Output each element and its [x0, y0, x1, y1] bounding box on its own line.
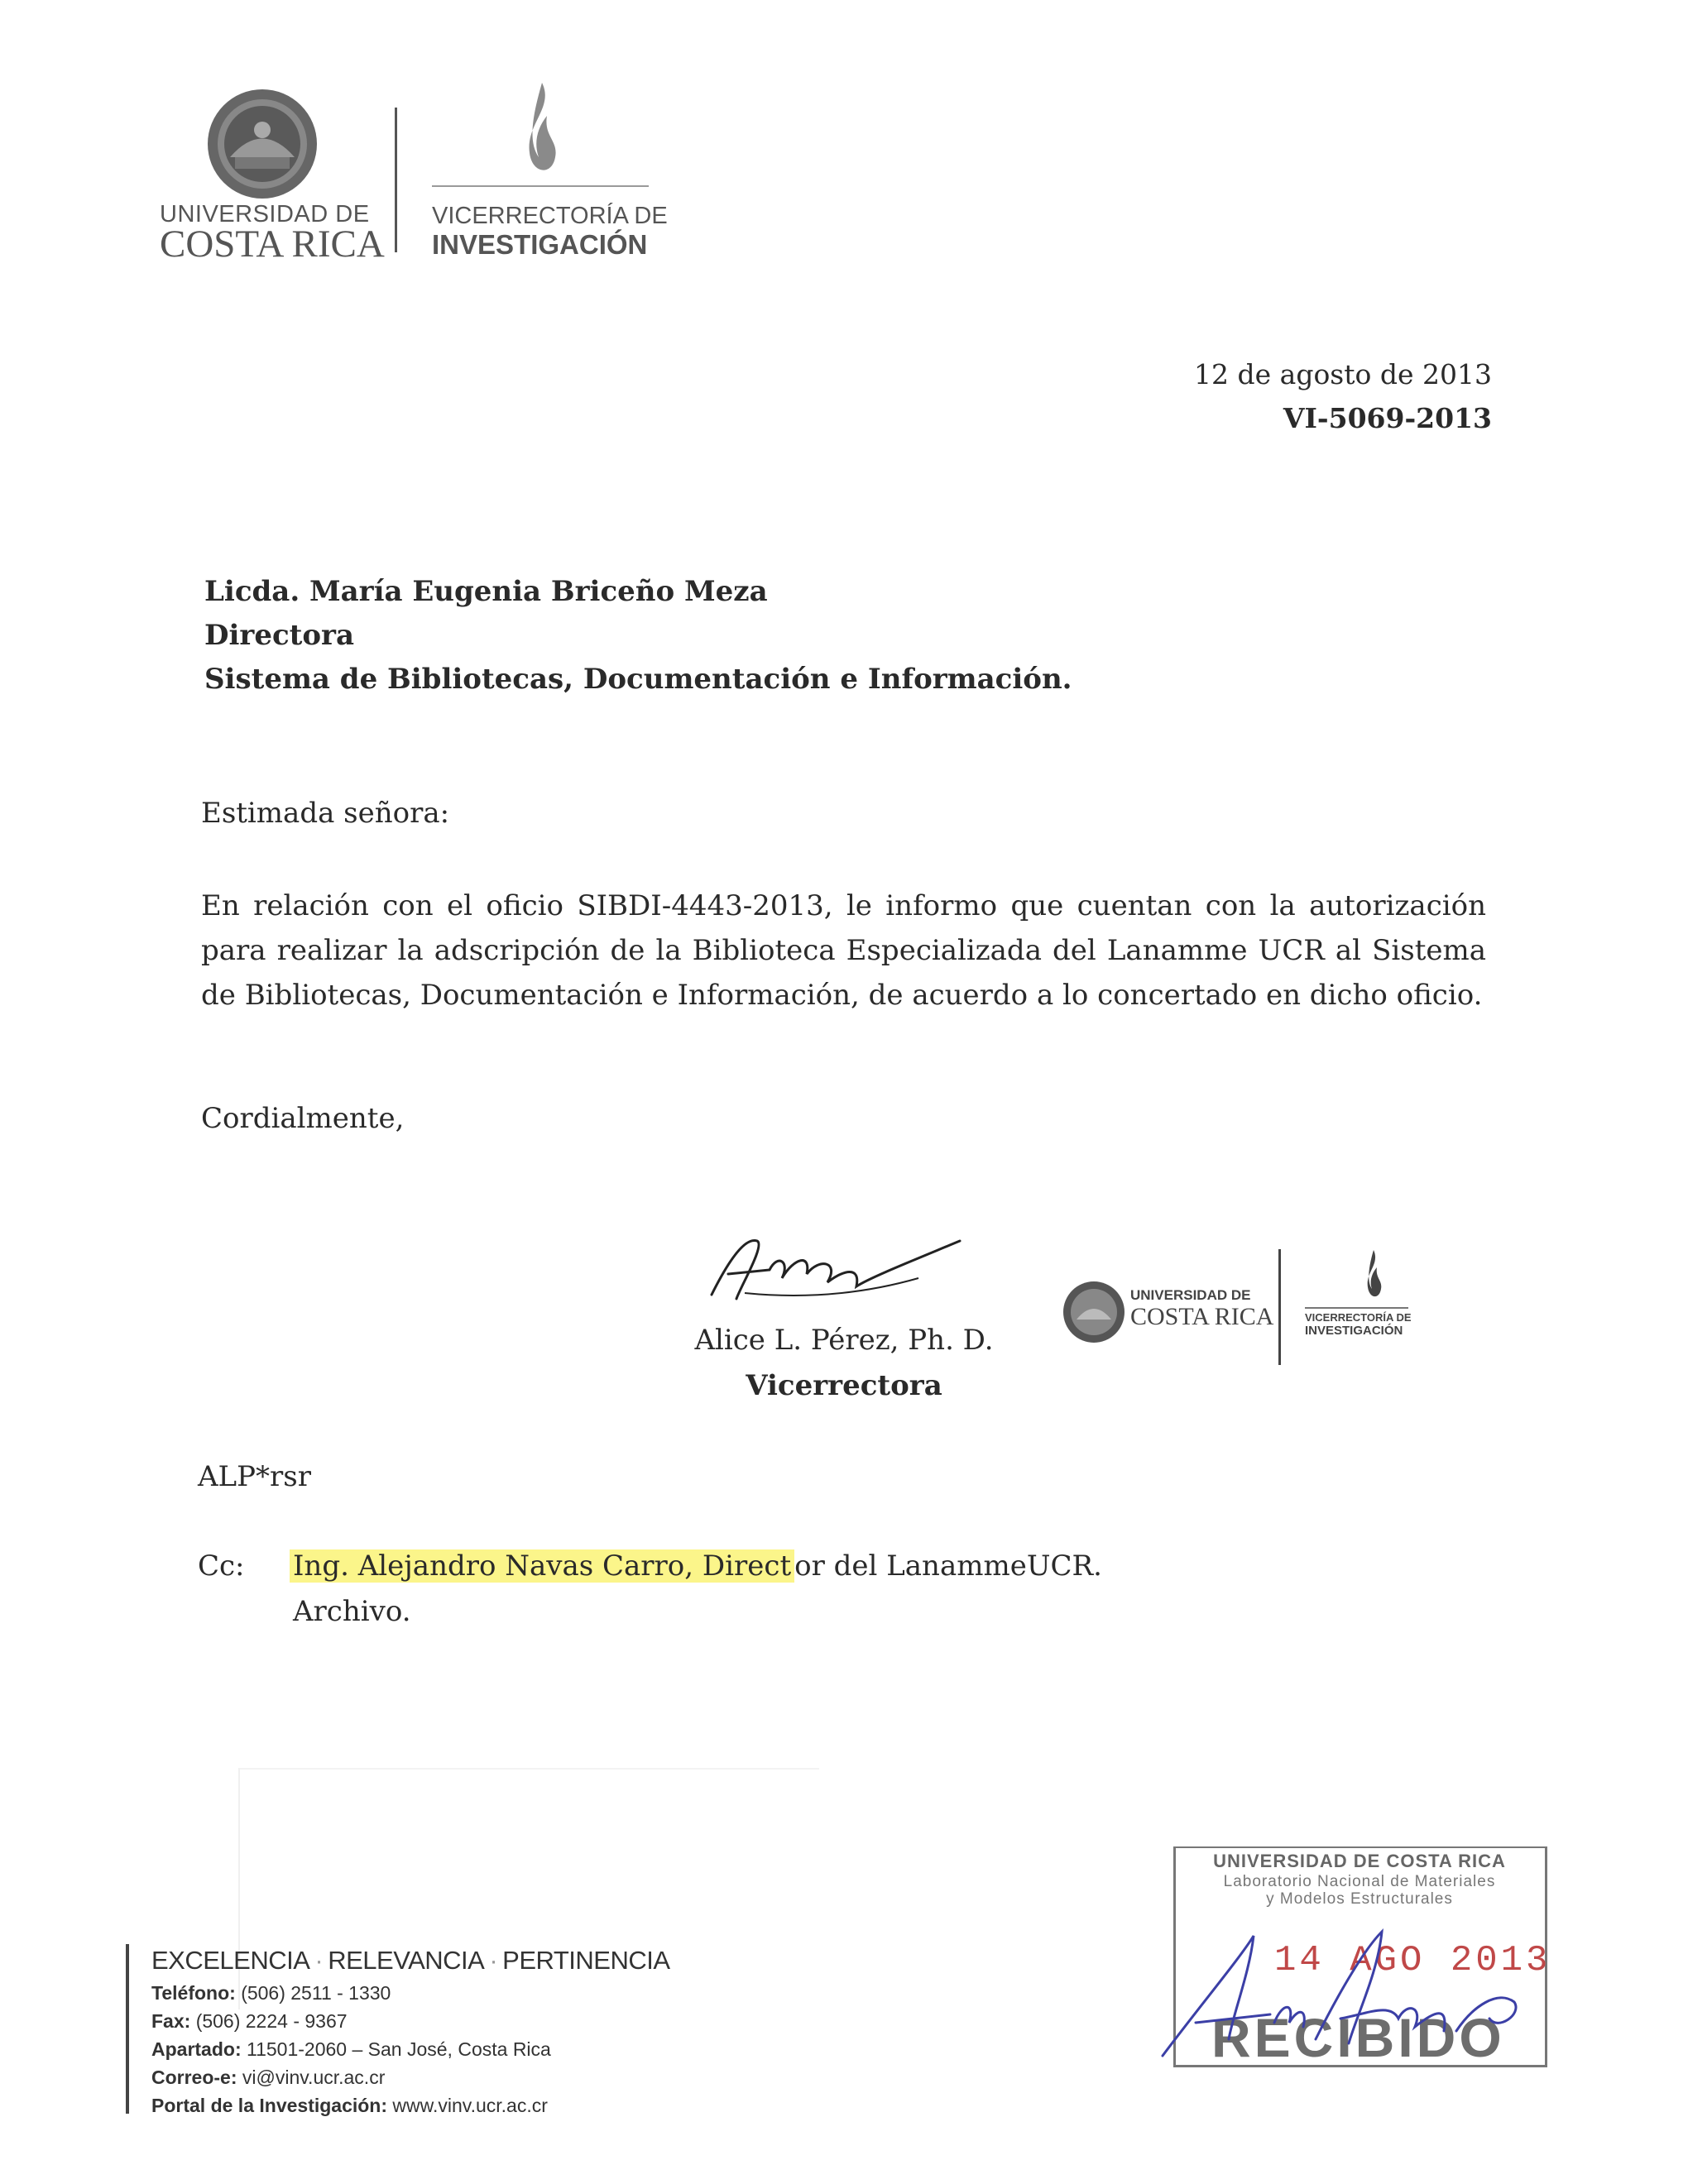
cc-highlighted-text: Ing. Alejandro Navas Carro, Direct [290, 1549, 794, 1583]
vice-rectory-small: VICERRECTORÍA DE [432, 203, 668, 229]
mini-vice-underline [1305, 1307, 1408, 1309]
flame-logo [509, 79, 575, 190]
recipient-name: Licda. María Eugenia Briceño Meza [204, 575, 768, 608]
footer-portal [151, 2095, 548, 2117]
letter-date: 12 de agosto de 2013 [1194, 358, 1492, 390]
stamp-lab-line1: Laboratorio Nacional de Materiales [1223, 1873, 1496, 1890]
vice-rectory-big: INVESTIGACIÓN [432, 229, 648, 260]
portal-value: www.vinv.ucr.ac.cr [392, 2095, 548, 2116]
mini-university-name-big: COSTA RICA [1130, 1303, 1274, 1330]
mini-vice-rectory-small: VICERRECTORÍA DE [1305, 1311, 1412, 1324]
signer-title: Vicerrectora [746, 1369, 942, 1402]
stamp-date: 14 AGO 2013 [1274, 1940, 1551, 1981]
stamp-institution: UNIVERSIDAD DE COSTA RICA [1213, 1851, 1506, 1871]
stamp-received: RECIBIDO [1211, 2007, 1505, 2068]
mini-logo-divider [1278, 1249, 1281, 1365]
recipient-title: Directora [204, 619, 354, 652]
phone-label: Teléfono: [151, 1982, 236, 2004]
cc-archive: Archivo. [293, 1595, 411, 1628]
phone-value: (506) 2511 - 1330 [241, 1982, 391, 2004]
mini-flame-logo [1357, 1248, 1390, 1305]
email-label: Correo-e: [151, 2067, 237, 2088]
recipient-office: Sistema de Bibliotecas, Documentación e Información. [204, 663, 1072, 696]
po-label: Apartado: [151, 2038, 242, 2060]
vice-underline [432, 185, 649, 187]
footer-bar [126, 1944, 129, 2114]
po-value: 11501-2060 – San José, Costa Rica [247, 2038, 551, 2060]
footer-motto [151, 1946, 670, 1976]
letterhead-divider [395, 108, 397, 252]
stamp-lab-line2: y Modelos Estructurales [1266, 1890, 1453, 1908]
motto-dot-1: · [314, 1946, 324, 1975]
fax-label: Fax: [151, 2010, 191, 2032]
letter-body: En relación con el oficio SIBDI-4443-2013, le informo que cuentan con la autorización para realizar la adscripción de la Biblioteca Especializada del Lanamme UCR al Sistema de Bibliotecas, Documentación e Información, de acuerdo a lo concertado en dicho oficio. [201, 889, 1486, 1012]
closing: Cordialmente, [201, 1102, 405, 1135]
footer-po-box [151, 2038, 551, 2061]
typist-initials: ALP*rsr [198, 1460, 311, 1493]
email-value: vi@vinv.ucr.ac.cr [242, 2067, 386, 2088]
cc-label: Cc: [198, 1549, 245, 1583]
cc-recipient [293, 1549, 1102, 1583]
salutation: Estimada señora: [201, 797, 450, 830]
fax-value: (506) 2224 - 9367 [195, 2010, 348, 2032]
cc-rest-text: or del LanammeUCR. [794, 1549, 1102, 1583]
mini-vice-rectory-big: INVESTIGACIÓN [1305, 1324, 1403, 1338]
footer-fax [151, 2010, 348, 2033]
mini-university-seal-logo [1062, 1280, 1126, 1344]
motto-relevance: RELEVANCIA [328, 1946, 485, 1975]
signer-name: Alice L. Pérez, Ph. D. [694, 1324, 994, 1357]
university-seal-logo [205, 87, 319, 201]
mini-university-name-small: UNIVERSIDAD DE [1130, 1287, 1251, 1303]
motto-dot-2: · [489, 1946, 498, 1975]
motto-pertinence: PERTINENCIA [502, 1946, 670, 1975]
portal-label: Portal de la Investigación: [151, 2095, 388, 2116]
motto-excellence: EXCELENCIA [151, 1946, 310, 1975]
footer-phone [151, 1982, 391, 2004]
handwritten-signature [695, 1228, 968, 1307]
footer-email [151, 2067, 385, 2089]
university-name-small: UNIVERSIDAD DE [160, 201, 370, 228]
university-name-big: COSTA RICA [160, 223, 385, 266]
stamp-handwritten-signature [1150, 1923, 1539, 2060]
reference-number: VI-5069-2013 [1283, 402, 1492, 434]
